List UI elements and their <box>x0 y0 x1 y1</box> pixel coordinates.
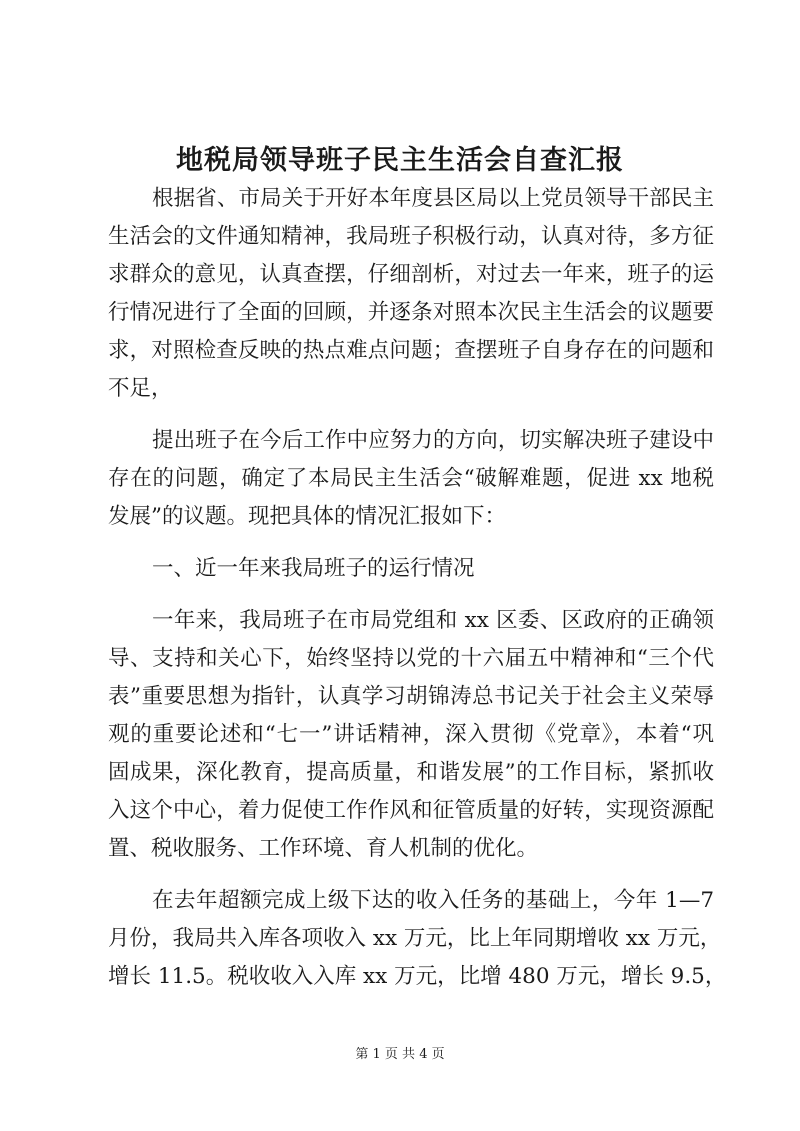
paragraph <box>108 550 714 588</box>
text-line: 一年来，我局班子在市局党组和 xx 区委、区政府的正确领 <box>152 608 714 633</box>
text-line: 增长 11.5。税收收入入库 xx 万元，比增 480 万元，增长 9.5， <box>108 964 727 989</box>
text-line: 生活会的文件通知精神，我局班子积极行动，认真对待，多方征 <box>108 224 714 249</box>
text-line: 求群众的意见，认真查摆，仔细剖析，对过去一年来，班子的运 <box>108 262 714 287</box>
paragraph <box>108 422 714 536</box>
text-line: 表”重要思想为指针，认真学习胡锦涛总书记关于社会主义荣辱 <box>108 684 714 709</box>
text-line: 月份，我局共入库各项收入 xx 万元，比上年同期增收 xx 万元， <box>108 926 722 951</box>
text-line: 置、税收服务、工作环境、育人机制的优化。 <box>108 836 539 861</box>
document-body <box>108 180 727 1010</box>
text-line: 在去年超额完成上级下达的收入任务的基础上，今年 1—7 <box>152 888 714 913</box>
text-line: 导、支持和关心下，始终坚持以党的十六届五中精神和“三个代 <box>108 646 714 671</box>
document-title: 地税局领导班子民主生活会自查汇报 <box>176 145 624 176</box>
text-line: 求，对照检查反映的热点难点问题；查摆班子自身存在的问题和 <box>108 338 714 363</box>
text-line: 根据省、市局关于开好本年度县区局以上党员领导干部民主 <box>152 186 714 211</box>
text-line: 不足， <box>108 376 173 401</box>
text-line: 行情况进行了全面的回顾，并逐条对照本次民主生活会的议题要 <box>108 300 714 325</box>
text-line: 一、近一年来我局班子的运行情况 <box>152 556 475 581</box>
paragraph <box>108 882 727 996</box>
text-line: 存在的问题，确定了本局民主生活会“破解难题，促进 xx 地税 <box>108 466 714 491</box>
paragraph <box>108 602 714 868</box>
paragraph <box>108 180 714 408</box>
text-line: 观的重要论述和“七一”讲话精神，深入贯彻《党章》，本着“巩 <box>108 722 714 747</box>
text-line: 提出班子在今后工作中应努力的方向，切实解决班子建设中 <box>152 428 714 453</box>
text-line: 发展”的议题。现把具体的情况汇报如下： <box>108 504 506 529</box>
text-line: 入这个中心，着力促使工作作风和征管质量的好转，实现资源配 <box>108 798 714 823</box>
page-footer: 第 1 页 共 4 页 <box>355 1047 445 1062</box>
text-line: 固成果，深化教育，提高质量，和谐发展”的工作目标，紧抓收 <box>108 760 714 785</box>
